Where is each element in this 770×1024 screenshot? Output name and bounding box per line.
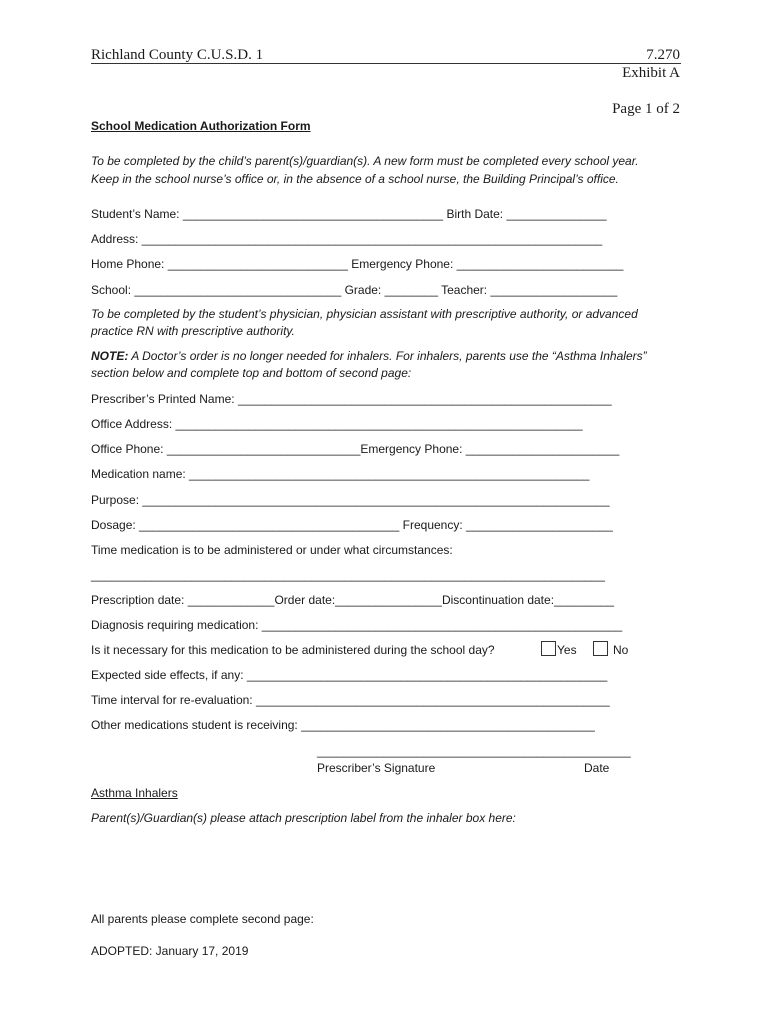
adopted-date: ADOPTED: January 17, 2019 <box>91 944 249 958</box>
intro-line-1: To be completed by the child’s parent(s)/guardian(s). A new form must be completed every school year. <box>91 154 639 168</box>
header-rule <box>91 63 681 64</box>
inhaler-note-line-2: section below and complete top and bottom of second page: <box>91 366 412 380</box>
re-evaluation-field[interactable]: Time interval for re-evaluation: _____________________________________________________ <box>91 693 610 707</box>
prescriber-note-line-1: To be completed by the student’s physician, physician assistant with prescriptive authority, or advanced <box>91 307 638 321</box>
address-field[interactable]: Address: _____________________________________________________________________ <box>91 232 603 246</box>
exhibit-label: Exhibit A <box>622 65 680 81</box>
intro-line-2: Keep in the school nurse’s office or, in the absence of a school nurse, the Building Principal’s office. <box>91 172 619 186</box>
note-label: NOTE: <box>91 349 129 363</box>
purpose-field[interactable]: Purpose: ______________________________________________________________________ <box>91 493 610 507</box>
form-title: School Medication Authorization Form <box>91 119 311 133</box>
dates-field[interactable]: Prescription date: _____________Order date:________________Discontinuation date:_________ <box>91 593 615 607</box>
signature-date-label: Date <box>584 761 610 775</box>
diagnosis-field[interactable]: Diagnosis requiring medication: ______________________________________________________ <box>91 618 623 632</box>
no-checkbox[interactable] <box>593 641 608 656</box>
medication-name-field[interactable]: Medication name: ____________________________________________________________ <box>91 467 590 481</box>
signature-line[interactable]: _______________________________________________ <box>317 744 631 758</box>
office-phone-field[interactable]: Office Phone: _____________________________Emergency Phone: _______________________ <box>91 442 620 456</box>
asthma-instruction: Parent(s)/Guardian(s) please attach prescription label from the inhaler box here: <box>91 811 516 825</box>
office-address-field[interactable]: Office Address: _____________________________________________________________ <box>91 417 583 431</box>
asthma-heading: Asthma Inhalers <box>91 786 178 800</box>
policy-number: 7.270 <box>646 47 680 63</box>
yes-checkbox[interactable] <box>541 641 556 656</box>
other-medications-field[interactable]: Other medications student is receiving: ____________________________________________ <box>91 718 595 732</box>
phone-fields[interactable]: Home Phone: ___________________________ Emergency Phone: _________________________ <box>91 257 624 271</box>
inhaler-note-text: A Doctor’s order is no longer needed for inhalers. For inhalers, parents use the “Asthma Inhalers” <box>128 349 647 363</box>
signature-label: Prescriber’s Signature <box>317 761 436 775</box>
side-effects-field[interactable]: Expected side effects, if any: ______________________________________________________ <box>91 668 608 682</box>
school-fields[interactable]: School: _______________________________ Grade: ________ Teacher: ___________________ <box>91 283 618 297</box>
school-day-question: Is it necessary for this medication to be administered during the school day? <box>91 643 495 657</box>
inhaler-note-line-1 <box>91 349 647 363</box>
no-label: No <box>613 643 629 657</box>
time-administered-label: Time medication is to be administered or under what circumstances: <box>91 543 453 557</box>
yes-label: Yes <box>557 643 577 657</box>
student-name-field[interactable]: Student’s Name: _______________________________________ Birth Date: _______________ <box>91 207 607 221</box>
prescriber-note-line-2: practice RN with prescriptive authority. <box>91 324 295 338</box>
prescriber-name-field[interactable]: Prescriber’s Printed Name: ________________________________________________________ <box>91 392 612 406</box>
second-page-note: All parents please complete second page: <box>91 912 314 926</box>
page-number: Page 1 of 2 <box>612 101 680 117</box>
time-administered-field[interactable]: _____________________________________________________________________________ <box>91 568 605 582</box>
dosage-frequency-field[interactable]: Dosage: _______________________________________ Frequency: ______________________ <box>91 518 613 532</box>
district-name: Richland County C.U.S.D. 1 <box>91 47 264 63</box>
